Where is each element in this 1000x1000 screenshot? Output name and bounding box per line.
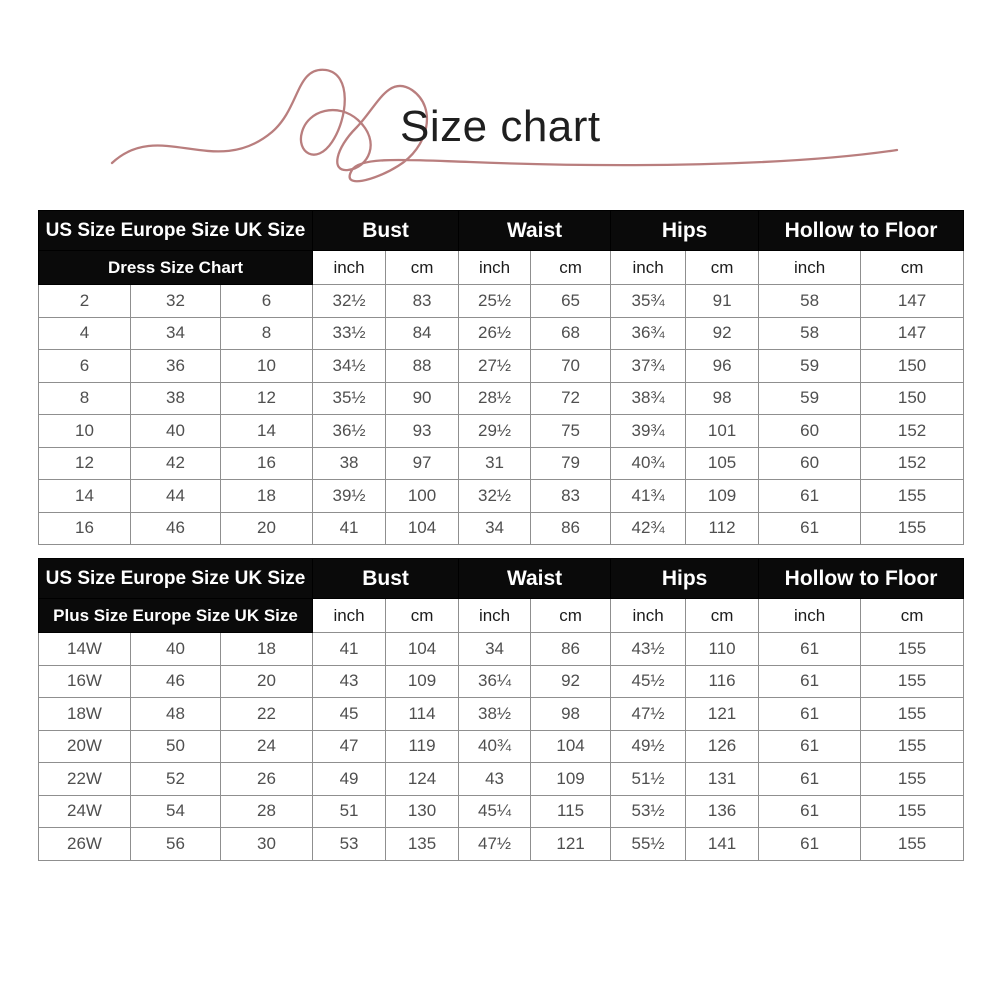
table-cell: 47½ (611, 698, 686, 731)
table-cell: 8 (221, 317, 313, 350)
table-cell: 155 (861, 512, 964, 545)
table-cell: 59 (759, 382, 861, 415)
table-cell: 46 (131, 512, 221, 545)
table-cell: 40¾ (459, 730, 531, 763)
table-cell: 61 (759, 512, 861, 545)
table-cell: 147 (861, 317, 964, 350)
standard-size-table-body (39, 285, 964, 545)
table-cell: 68 (531, 317, 611, 350)
table-cell: 43½ (611, 633, 686, 666)
table-cell: 121 (686, 698, 759, 731)
table-cell: 36¼ (459, 665, 531, 698)
table-cell: 79 (531, 447, 611, 480)
table-cell: 20 (221, 512, 313, 545)
table-cell: 155 (861, 730, 964, 763)
table-row (39, 480, 964, 513)
table-cell: 155 (861, 633, 964, 666)
table-label: Plus Size Europe Size UK Size (39, 599, 313, 633)
table-row (39, 350, 964, 383)
table-cell: 18 (221, 633, 313, 666)
table-cell: 52 (131, 763, 221, 796)
table-row (39, 730, 964, 763)
hollow-to-floor-header: Hollow to Floor (759, 211, 964, 251)
unit-header: inch (459, 599, 531, 633)
table-row (39, 382, 964, 415)
table-cell: 61 (759, 763, 861, 796)
table-cell: 135 (386, 828, 459, 861)
table-cell: 51½ (611, 763, 686, 796)
unit-header-row (39, 251, 964, 285)
table-cell: 26W (39, 828, 131, 861)
table-cell: 46 (131, 665, 221, 698)
table-cell: 86 (531, 512, 611, 545)
table-cell: 58 (759, 285, 861, 318)
table-cell: 10 (39, 415, 131, 448)
table-cell: 4 (39, 317, 131, 350)
table-cell: 84 (386, 317, 459, 350)
table-cell: 124 (386, 763, 459, 796)
unit-header: cm (386, 599, 459, 633)
table-cell: 104 (386, 512, 459, 545)
table-cell: 98 (686, 382, 759, 415)
unit-header: cm (531, 599, 611, 633)
unit-header: cm (531, 251, 611, 285)
table-cell: 155 (861, 698, 964, 731)
table-cell: 105 (686, 447, 759, 480)
table-cell: 147 (861, 285, 964, 318)
table-cell: 75 (531, 415, 611, 448)
table-cell: 60 (759, 415, 861, 448)
table-cell: 115 (531, 795, 611, 828)
table-row (39, 665, 964, 698)
table-cell: 96 (686, 350, 759, 383)
table-cell: 61 (759, 828, 861, 861)
table-cell: 88 (386, 350, 459, 383)
table-cell: 92 (686, 317, 759, 350)
bust-header: Bust (313, 559, 459, 599)
table-cell: 58 (759, 317, 861, 350)
table-cell: 31 (459, 447, 531, 480)
table-cell: 8 (39, 382, 131, 415)
table-cell: 86 (531, 633, 611, 666)
table-cell: 26 (221, 763, 313, 796)
table-cell: 150 (861, 382, 964, 415)
table-cell: 47 (313, 730, 386, 763)
table-cell: 155 (861, 828, 964, 861)
table-cell: 60 (759, 447, 861, 480)
table-cell: 41¾ (611, 480, 686, 513)
table-cell: 28½ (459, 382, 531, 415)
table-cell: 32½ (313, 285, 386, 318)
table-cell: 130 (386, 795, 459, 828)
table-cell: 65 (531, 285, 611, 318)
table-cell: 114 (386, 698, 459, 731)
table-cell: 22 (221, 698, 313, 731)
table-row (39, 415, 964, 448)
table-cell: 45½ (611, 665, 686, 698)
table-label: Dress Size Chart (39, 251, 313, 285)
table-cell: 40 (131, 415, 221, 448)
table-cell: 61 (759, 480, 861, 513)
table-cell: 104 (531, 730, 611, 763)
table-cell: 20W (39, 730, 131, 763)
unit-header: inch (459, 251, 531, 285)
table-cell: 12 (221, 382, 313, 415)
table-cell: 109 (686, 480, 759, 513)
unit-header: cm (861, 251, 964, 285)
table-cell: 20 (221, 665, 313, 698)
waist-header: Waist (459, 559, 611, 599)
table-cell: 42¾ (611, 512, 686, 545)
table-cell: 152 (861, 415, 964, 448)
table-cell: 61 (759, 665, 861, 698)
unit-header: inch (611, 599, 686, 633)
table-cell: 45¼ (459, 795, 531, 828)
table-cell: 109 (386, 665, 459, 698)
table-cell: 14 (221, 415, 313, 448)
plus-size-table-body (39, 633, 964, 861)
table-cell: 110 (686, 633, 759, 666)
table-cell: 155 (861, 480, 964, 513)
hollow-to-floor-header: Hollow to Floor (759, 559, 964, 599)
size-tables-area (38, 210, 963, 861)
table-cell: 61 (759, 795, 861, 828)
table-cell: 24W (39, 795, 131, 828)
table-cell: 34½ (313, 350, 386, 383)
unit-header: inch (313, 599, 386, 633)
table-cell: 6 (39, 350, 131, 383)
table-cell: 34 (459, 512, 531, 545)
table-cell: 32½ (459, 480, 531, 513)
group-header-row (39, 211, 964, 251)
group-header-row (39, 559, 964, 599)
table-cell: 34 (459, 633, 531, 666)
table-cell: 61 (759, 633, 861, 666)
table-cell: 12 (39, 447, 131, 480)
table-cell: 152 (861, 447, 964, 480)
table-cell: 126 (686, 730, 759, 763)
table-cell: 92 (531, 665, 611, 698)
unit-header: inch (611, 251, 686, 285)
table-cell: 24 (221, 730, 313, 763)
table-cell: 121 (531, 828, 611, 861)
table-cell: 53½ (611, 795, 686, 828)
table-cell: 2 (39, 285, 131, 318)
table-cell: 155 (861, 665, 964, 698)
table-cell: 136 (686, 795, 759, 828)
standard-size-table (38, 210, 964, 545)
bust-header: Bust (313, 211, 459, 251)
table-cell: 27½ (459, 350, 531, 383)
table-cell: 51 (313, 795, 386, 828)
table-cell: 141 (686, 828, 759, 861)
title-block (0, 0, 1000, 210)
table-cell: 41 (313, 512, 386, 545)
table-cell: 109 (531, 763, 611, 796)
table-cell: 26½ (459, 317, 531, 350)
table-cell: 83 (386, 285, 459, 318)
table-cell: 39½ (313, 480, 386, 513)
table-cell: 116 (686, 665, 759, 698)
table-cell: 93 (386, 415, 459, 448)
table-cell: 155 (861, 763, 964, 796)
table-cell: 38½ (459, 698, 531, 731)
unit-header: inch (313, 251, 386, 285)
size-columns-header: US Size Europe Size UK Size (39, 211, 313, 251)
table-cell: 33½ (313, 317, 386, 350)
table-row (39, 698, 964, 731)
table-cell: 36 (131, 350, 221, 383)
table-cell: 61 (759, 698, 861, 731)
unit-header-row (39, 599, 964, 633)
plus-size-table (38, 558, 964, 861)
table-cell: 53 (313, 828, 386, 861)
table-cell: 91 (686, 285, 759, 318)
unit-header: inch (759, 599, 861, 633)
table-cell: 43 (459, 763, 531, 796)
unit-header: inch (759, 251, 861, 285)
table-row (39, 633, 964, 666)
table-cell: 18W (39, 698, 131, 731)
unit-header: cm (861, 599, 964, 633)
table-cell: 50 (131, 730, 221, 763)
table-cell: 72 (531, 382, 611, 415)
table-cell: 38 (313, 447, 386, 480)
table-cell: 35¾ (611, 285, 686, 318)
table-cell: 112 (686, 512, 759, 545)
table-row (39, 317, 964, 350)
table-cell: 150 (861, 350, 964, 383)
table-cell: 97 (386, 447, 459, 480)
table-cell: 34 (131, 317, 221, 350)
table-cell: 28 (221, 795, 313, 828)
unit-header: cm (386, 251, 459, 285)
table-cell: 38 (131, 382, 221, 415)
table-cell: 155 (861, 795, 964, 828)
table-cell: 18 (221, 480, 313, 513)
table-cell: 38¾ (611, 382, 686, 415)
hips-header: Hips (611, 559, 759, 599)
table-cell: 59 (759, 350, 861, 383)
table-cell: 83 (531, 480, 611, 513)
table-row (39, 828, 964, 861)
table-row (39, 795, 964, 828)
table-cell: 6 (221, 285, 313, 318)
table-cell: 16 (39, 512, 131, 545)
table-cell: 42 (131, 447, 221, 480)
table-cell: 55½ (611, 828, 686, 861)
table-cell: 36¾ (611, 317, 686, 350)
table-cell: 49 (313, 763, 386, 796)
unit-header: cm (686, 599, 759, 633)
table-cell: 131 (686, 763, 759, 796)
table-cell: 47½ (459, 828, 531, 861)
unit-header: cm (686, 251, 759, 285)
table-cell: 10 (221, 350, 313, 383)
table-cell: 22W (39, 763, 131, 796)
table-cell: 14W (39, 633, 131, 666)
table-cell: 48 (131, 698, 221, 731)
table-row (39, 285, 964, 318)
table-cell: 16 (221, 447, 313, 480)
size-columns-header: US Size Europe Size UK Size (39, 559, 313, 599)
page-title: Size chart (400, 102, 601, 151)
table-cell: 41 (313, 633, 386, 666)
table-cell: 35½ (313, 382, 386, 415)
table-cell: 25½ (459, 285, 531, 318)
table-cell: 98 (531, 698, 611, 731)
table-cell: 39¾ (611, 415, 686, 448)
table-cell: 90 (386, 382, 459, 415)
table-row (39, 512, 964, 545)
table-cell: 119 (386, 730, 459, 763)
table-row (39, 447, 964, 480)
table-cell: 104 (386, 633, 459, 666)
table-cell: 56 (131, 828, 221, 861)
table-cell: 32 (131, 285, 221, 318)
table-cell: 100 (386, 480, 459, 513)
table-cell: 61 (759, 730, 861, 763)
table-cell: 40¾ (611, 447, 686, 480)
table-row (39, 763, 964, 796)
table-cell: 45 (313, 698, 386, 731)
table-cell: 43 (313, 665, 386, 698)
table-cell: 14 (39, 480, 131, 513)
table-cell: 16W (39, 665, 131, 698)
table-cell: 29½ (459, 415, 531, 448)
table-cell: 54 (131, 795, 221, 828)
table-cell: 49½ (611, 730, 686, 763)
table-cell: 70 (531, 350, 611, 383)
waist-header: Waist (459, 211, 611, 251)
table-cell: 30 (221, 828, 313, 861)
table-cell: 36½ (313, 415, 386, 448)
hips-header: Hips (611, 211, 759, 251)
table-cell: 37¾ (611, 350, 686, 383)
table-cell: 44 (131, 480, 221, 513)
table-cell: 40 (131, 633, 221, 666)
table-cell: 101 (686, 415, 759, 448)
